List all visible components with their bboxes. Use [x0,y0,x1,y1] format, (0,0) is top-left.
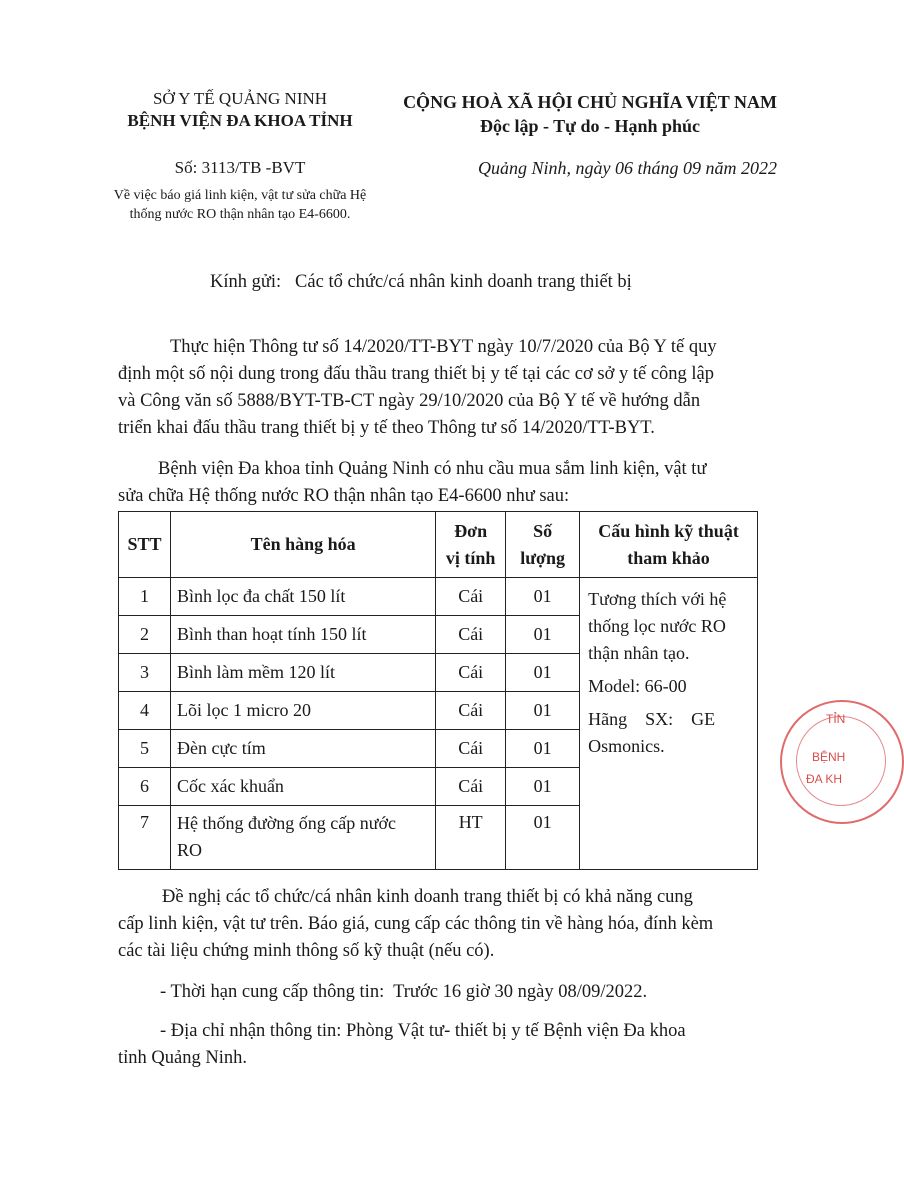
stamp-text: BỆNH [812,750,846,764]
items-table [118,511,758,870]
cell-unit: Cái [436,578,506,616]
cell-name: Bình làm mềm 120 lít [170,654,435,692]
deadline-line: - Thời hạn cung cấp thông tin: Trước 16 giờ 30 ngày 08/09/2022. [160,982,648,1002]
spec-line: Tương thích với hệ [588,589,727,609]
recipient-line: Kính gửi: Các tổ chức/cá nhân kinh doanh trang thiết bị [210,272,632,292]
nation-line-2: Độc lập - Tự do - Hạnh phúc [479,116,701,136]
cell-stt: 4 [119,692,171,730]
cell-unit: Cái [436,616,506,654]
cell-qty: 01 [506,654,580,692]
cell-qty: 01 [506,768,580,806]
nation-line-1: CỘNG HOÀ XÃ HỘI CHỦ NGHĨA VIỆT NAM [403,92,777,112]
place-date: Quảng Ninh, ngày 06 tháng 09 năm 2022 [478,158,777,178]
cell-unit: HT [436,806,506,870]
cell-qty: 01 [506,616,580,654]
header-qty: Số lượng [506,512,580,578]
spec-maker: Hãng SX: GE [588,709,716,729]
header-unit: Đơn vị tính [436,512,506,578]
cell-stt: 1 [119,578,171,616]
cell-unit: Cái [436,654,506,692]
cell-name: Lõi lọc 1 micro 20 [170,692,435,730]
request-paragraph [118,884,758,965]
issuing-authority [95,88,385,132]
spec-line: thận nhân tạo. [588,643,690,663]
cell-stt: 7 [119,806,171,870]
stamp-text: TỈN [826,712,846,726]
document-number: Số: 3113/TB -BVT [174,158,306,177]
document-subject [95,186,385,224]
purchase-paragraph [118,456,758,510]
cell-qty: 01 [506,692,580,730]
para1-line: Thực hiện Thông tư số 14/2020/TT-BYT ngày 10/7/2020 của Bộ Y tế quy [170,337,717,357]
org-line-1: SỞ Y TẾ QUẢNG NINH [152,89,328,108]
spec-line: thống lọc nước RO [588,616,726,636]
para2-line: Bệnh viện Đa khoa tỉnh Quảng Ninh có nhu cầu mua sắm linh kiện, vật tư [158,459,707,479]
cell-name: Bình lọc đa chất 150 lít [170,578,435,616]
cell-qty: 01 [506,578,580,616]
national-motto [390,90,790,138]
para1-line: định một số nội dung trong đấu thầu trang thiết bị y tế tại các cơ sở y tế công lập [118,364,715,384]
cell-spec [580,578,758,870]
cell-unit: Cái [436,692,506,730]
cell-name: Đèn cực tím [170,730,435,768]
header-name: Tên hàng hóa [170,512,435,578]
stamp-text: ĐA KH [806,772,843,786]
cell-stt: 3 [119,654,171,692]
cell-stt: 6 [119,768,171,806]
spec-model: Model: 66-00 [588,676,687,696]
intro-paragraph [118,334,758,442]
header-stt: STT [119,512,171,578]
cell-name: Cốc xác khuẩn [170,768,435,806]
cell-stt: 5 [119,730,171,768]
org-line-2: BỆNH VIỆN ĐA KHOA TỈNH [127,111,353,130]
para3-line: cấp linh kiện, vật tư trên. Báo giá, cung cấp các thông tin về hàng hóa, đính kèm [118,914,714,934]
cell-unit: Cái [436,768,506,806]
spec-maker-2: Osmonics. [588,736,665,756]
official-stamp [780,700,904,824]
cell-name: Hệ thống đường ống cấp nước RO [170,806,435,870]
cell-qty: 01 [506,806,580,870]
para1-line: triển khai đấu thầu trang thiết bị y tế theo Thông tư số 14/2020/TT-BYT. [118,418,655,438]
header-spec: Cấu hình kỹ thuật tham khảo [580,512,758,578]
para1-line: và Công văn số 5888/BYT-TB-CT ngày 29/10/2020 của Bộ Y tế về hướng dẫn [118,391,701,411]
para2-line: sửa chữa Hệ thống nước RO thận nhân tạo E4-6600 như sau: [118,486,570,506]
para3-line: Đề nghị các tổ chức/cá nhân kinh doanh trang thiết bị có khả năng cung [162,887,693,907]
cell-name: Bình than hoạt tính 150 lít [170,616,435,654]
cell-qty: 01 [506,730,580,768]
subject-line-1: Về việc báo giá linh kiện, vật tư sửa chữa Hệ [113,188,367,203]
table-header-row [119,512,758,578]
table-row [119,578,758,616]
cell-stt: 2 [119,616,171,654]
address-line: - Địa chỉ nhận thông tin: Phòng Vật tư- thiết bị y tế Bệnh viện Đa khoa [160,1021,686,1041]
address-line: tỉnh Quảng Ninh. [118,1048,247,1068]
para3-line: các tài liệu chứng minh thông số kỹ thuật (nếu có). [118,941,495,961]
address-paragraph [118,1018,758,1072]
cell-unit: Cái [436,730,506,768]
subject-line-2: thống nước RO thận nhân tạo E4-6600. [129,207,351,222]
